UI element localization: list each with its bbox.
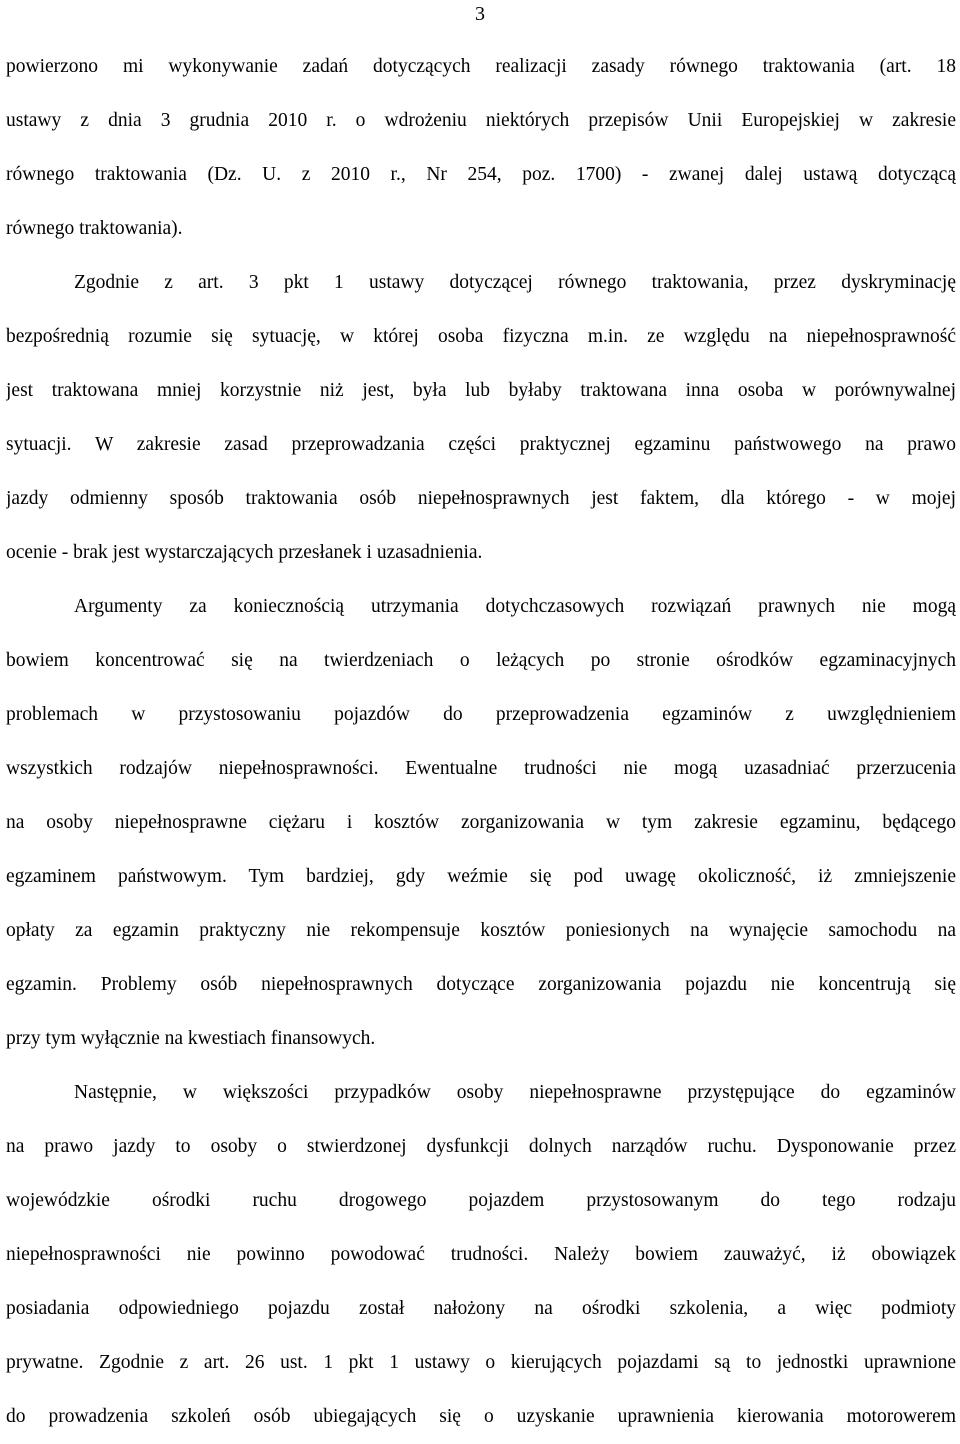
text-line: posiadania odpowiedniego pojazdu został nałożony na ośrodki szkolenia, a więc podmioty: [6, 1298, 956, 1319]
text-line: bowiem koncentrować się na twierdzeniach o leżących po stronie ośrodków egzaminacyjnych: [6, 650, 956, 671]
text-line: ustawy z dnia 3 grudnia 2010 r. o wdrożeniu niektórych przepisów Unii Europejskiej w zakresie: [6, 110, 956, 131]
text-line: problemach w przystosowaniu pojazdów do przeprowadzenia egzaminów z uwzględnieniem: [6, 704, 956, 725]
text-line: równego traktowania).: [6, 218, 183, 239]
text-line: wojewódzkie ośrodki ruchu drogowego pojazdem przystosowanym do tego rodzaju: [6, 1190, 956, 1211]
text-line: sytuacji. W zakresie zasad przeprowadzania części praktycznej egzaminu państwowego na prawo: [6, 434, 956, 455]
page-number: 3: [475, 3, 485, 25]
text-line: opłaty za egzamin praktyczny nie rekompensuje kosztów poniesionych na wynajęcie samochodu na: [6, 920, 956, 941]
paragraph-4: [6, 1066, 956, 1444]
paragraph-1: [6, 40, 956, 256]
text-line: na osoby niepełnosprawne ciężaru i kosztów zorganizowania w tym zakresie egzaminu, będącego: [6, 812, 956, 833]
paragraph-3: [6, 580, 956, 1066]
text-line: jest traktowana mniej korzystnie niż jest, była lub byłaby traktowana inna osoba w porównywalnej: [6, 380, 956, 401]
document-body: [6, 40, 956, 1444]
text-line: bezpośrednią rozumie się sytuację, w której osoba fizyczna m.in. ze względu na niepełnosprawność: [6, 326, 956, 347]
text-line: prywatne. Zgodnie z art. 26 ust. 1 pkt 1 ustawy o kierujących pojazdami są to jednostki uprawnione: [6, 1352, 956, 1373]
text-line: Argumenty za koniecznością utrzymania dotychczasowych rozwiązań prawnych nie mogą: [74, 596, 956, 617]
text-line: Zgodnie z art. 3 pkt 1 ustawy dotyczącej równego traktowania, przez dyskryminację: [74, 272, 956, 293]
text-line: przy tym wyłącznie na kwestiach finansowych.: [6, 1028, 376, 1049]
paragraph-2: [6, 256, 956, 580]
text-line: wszystkich rodzajów niepełnosprawności. Ewentualne trudności nie mogą uzasadniać przerzucenia: [6, 758, 956, 779]
text-line: ocenie - brak jest wystarczających przesłanek i uzasadnienia.: [6, 542, 483, 563]
text-line: równego traktowania (Dz. U. z 2010 r., Nr 254, poz. 1700) - zwanej dalej ustawą dotyczącą: [6, 164, 956, 185]
text-line: Następnie, w większości przypadków osoby niepełnosprawne przystępujące do egzaminów: [74, 1082, 956, 1103]
text-line: na prawo jazdy to osoby o stwierdzonej dysfunkcji dolnych narządów ruchu. Dysponowanie przez: [6, 1136, 956, 1157]
text-line: egzaminem państwowym. Tym bardziej, gdy weźmie się pod uwagę okoliczność, iż zmniejszenie: [6, 866, 956, 887]
text-line: niepełnosprawności nie powinno powodować trudności. Należy bowiem zauważyć, iż obowiązek: [6, 1244, 956, 1265]
text-line: jazdy odmienny sposób traktowania osób niepełnosprawnych jest faktem, dla którego - w mojej: [6, 488, 956, 509]
text-line: egzamin. Problemy osób niepełnosprawnych dotyczące zorganizowania pojazdu nie koncentrują się: [6, 974, 956, 995]
text-line: powierzono mi wykonywanie zadań dotyczących realizacji zasady równego traktowania (art. 18: [6, 56, 956, 77]
text-line: do prowadzenia szkoleń osób ubiegających się o uzyskanie uprawnienia kierowania motorowerem: [6, 1406, 956, 1427]
